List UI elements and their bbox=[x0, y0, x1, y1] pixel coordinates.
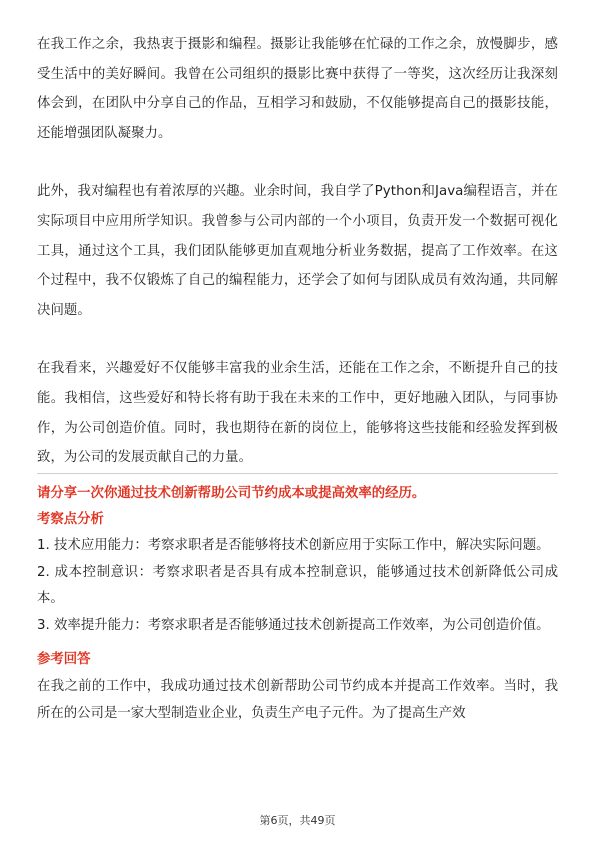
analysis-heading: 考察点分析 bbox=[37, 512, 104, 527]
answer-text: 在我之前的工作中，我成功通过技术创新帮助公司节约成本并提高工作效率。当时，我所在的公司是一家大型制造业企业，负责生产电子元件。为了提高生产效 bbox=[37, 679, 558, 721]
section-divider bbox=[37, 473, 558, 474]
page-number: 第6页，共49页 bbox=[259, 814, 336, 827]
paragraph-spacer bbox=[37, 148, 558, 177]
paragraph-hobbies-photography: 在我工作之余，我热衷于摄影和编程。摄影让我能够在忙碌的工作之余，放慢脚步，感受生活中的美好瞬间。我曾在公司组织的摄影比赛中获得了一等奖，这次经历让我深刻体会到，在团队中分享自己的作品，互相学习和鼓励，不仅能够提高自己的摄影技能，还能增强团队凝聚力。 bbox=[37, 37, 558, 141]
question-title: 请分享一次你通过技术创新帮助公司节约成本或提高效率的经历。 bbox=[37, 486, 426, 501]
paragraph-spacer bbox=[37, 325, 558, 354]
analysis-item-3: 3. 效率提升能力：考察求职者是否能够通过技术创新提高工作效率，为公司创造价值。 bbox=[37, 617, 550, 633]
paragraph-hobbies-programming: 此外，我对编程也有着浓厚的兴趣。业余时间，我自学了Python和Java编程语言，并在实际项目中应用所学知识。我曾参与公司内部的一个小项目，负责开发一个数据可视化工具，通过这个工具，我们团队能够更加直观地分析业务数据，提高了工作效率。在这个过程中，我不仅锻炼了自己的编程能力，还学会了如何与团队成员有效沟通，共同解决问题。 bbox=[37, 184, 558, 318]
analysis-item-2: 2. 成本控制意识：考察求职者是否具有成本控制意识，能够通过技术创新降低公司成本。 bbox=[37, 564, 558, 606]
analysis-item-1: 1. 技术应用能力：考察求职者是否能够将技术创新应用于实际工作中，解决实际问题。 bbox=[37, 538, 550, 553]
body-text bbox=[37, 30, 558, 473]
paragraph-hobbies-conclusion: 在我看来，兴趣爱好不仅能够丰富我的业余生活，还能在工作之余，不断提升自己的技能。我相信，这些爱好和特长将有助于我在未来的工作中，更好地融入团队，与同事协作，为公司创造价值。同时，我也期待在新的岗位上，能够将这些技能和经验发挥到极致，为公司的发展贡献自己的力量。 bbox=[37, 361, 558, 466]
answer-heading: 参考回答 bbox=[37, 652, 91, 667]
interview-question-section bbox=[37, 481, 558, 727]
